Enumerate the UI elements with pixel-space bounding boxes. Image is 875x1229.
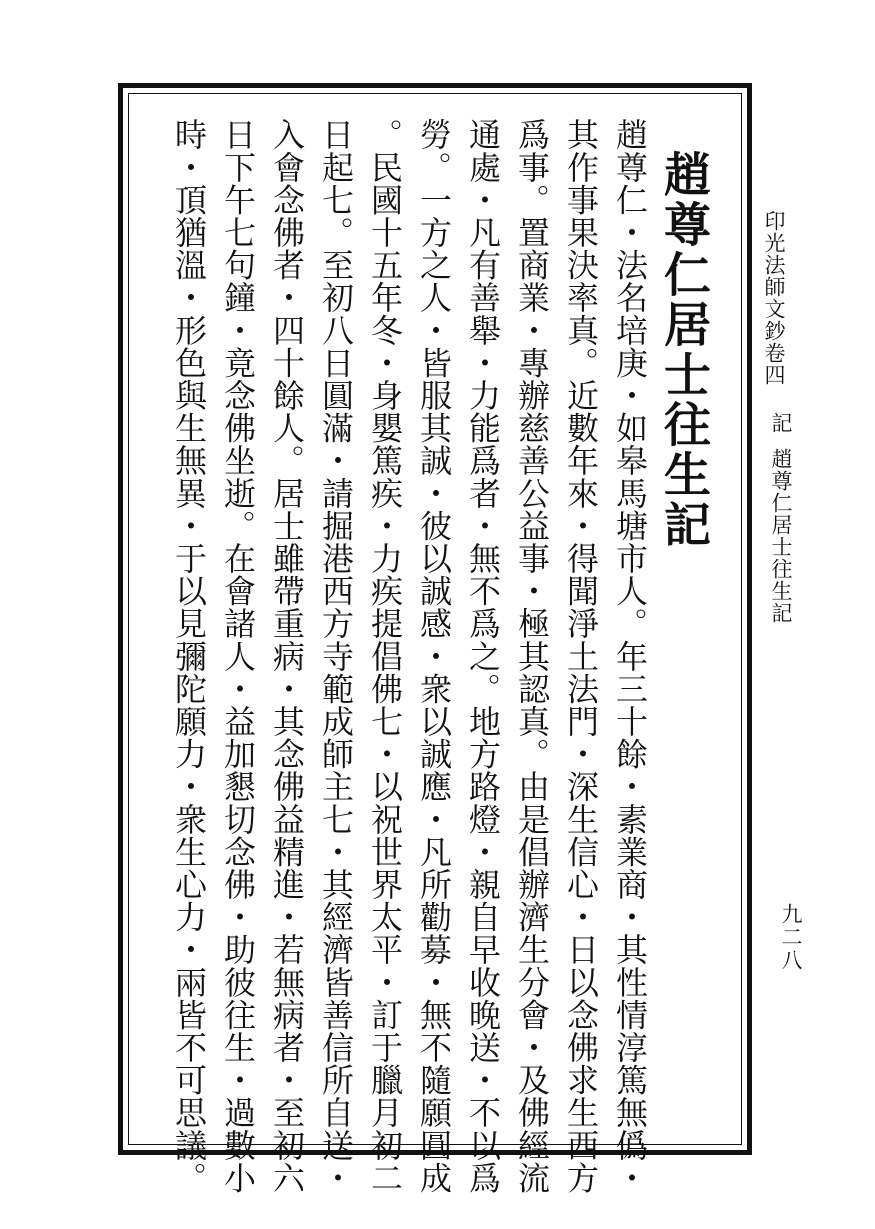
text-column-2: 其作事果決率真。近數年來・得聞淨土法門・深生信心・日以念佛求生西方 xyxy=(562,118,600,1194)
page-number: 九二八 xyxy=(779,903,803,972)
running-header-book: 印光法師文鈔卷四 xyxy=(762,210,786,386)
text-column-8: 入會念佛者・四十餘人。居士雖帶重病・其念佛益精進・若無病者・至初六 xyxy=(268,118,306,1194)
running-header xyxy=(763,210,784,391)
text-column-1: 趙尊仁・法名培庚・如皋馬塘市人。年三十餘・素業商・其性情淳篤無僞・ xyxy=(611,118,649,1194)
text-column-6: 。民國十五年冬・身嬰篤疾・力疾提倡佛七・以祝世界太平・訂于臘月初二 xyxy=(366,118,404,1194)
text-column-4: 通處・凡有善舉・力能爲者・無不爲之。地方路燈・親自早收晚送・不以爲 xyxy=(464,118,502,1194)
text-column-5: 勞。一方之人・皆服其誠・彼以誠感・衆以誠應・凡所勸募・無不隨願圓成 xyxy=(415,118,453,1194)
article-title: 趙尊仁居士往生記 xyxy=(656,150,711,550)
text-column-3: 爲事。置商業・專辦慈善公益事・極其認真。由是倡辦濟生分會・及佛經流 xyxy=(513,118,551,1194)
text-column-10: 時・頂猶溫・形色與生無異・于以見彌陀願力・衆生心力・兩皆不可思議。 xyxy=(170,118,208,1194)
text-column-9: 日下午七句鐘・竟念佛坐逝。在會諸人・益加懇切念佛・助彼往生・過數小 xyxy=(219,118,257,1194)
text-column-7: 日起七。至初八日圓滿・請掘港西方寺範成師主七・其經濟皆善信所自送・ xyxy=(317,118,355,1194)
running-header-article: 趙尊仁居士往生記 xyxy=(769,448,793,624)
running-header-section: 記 xyxy=(769,412,793,434)
